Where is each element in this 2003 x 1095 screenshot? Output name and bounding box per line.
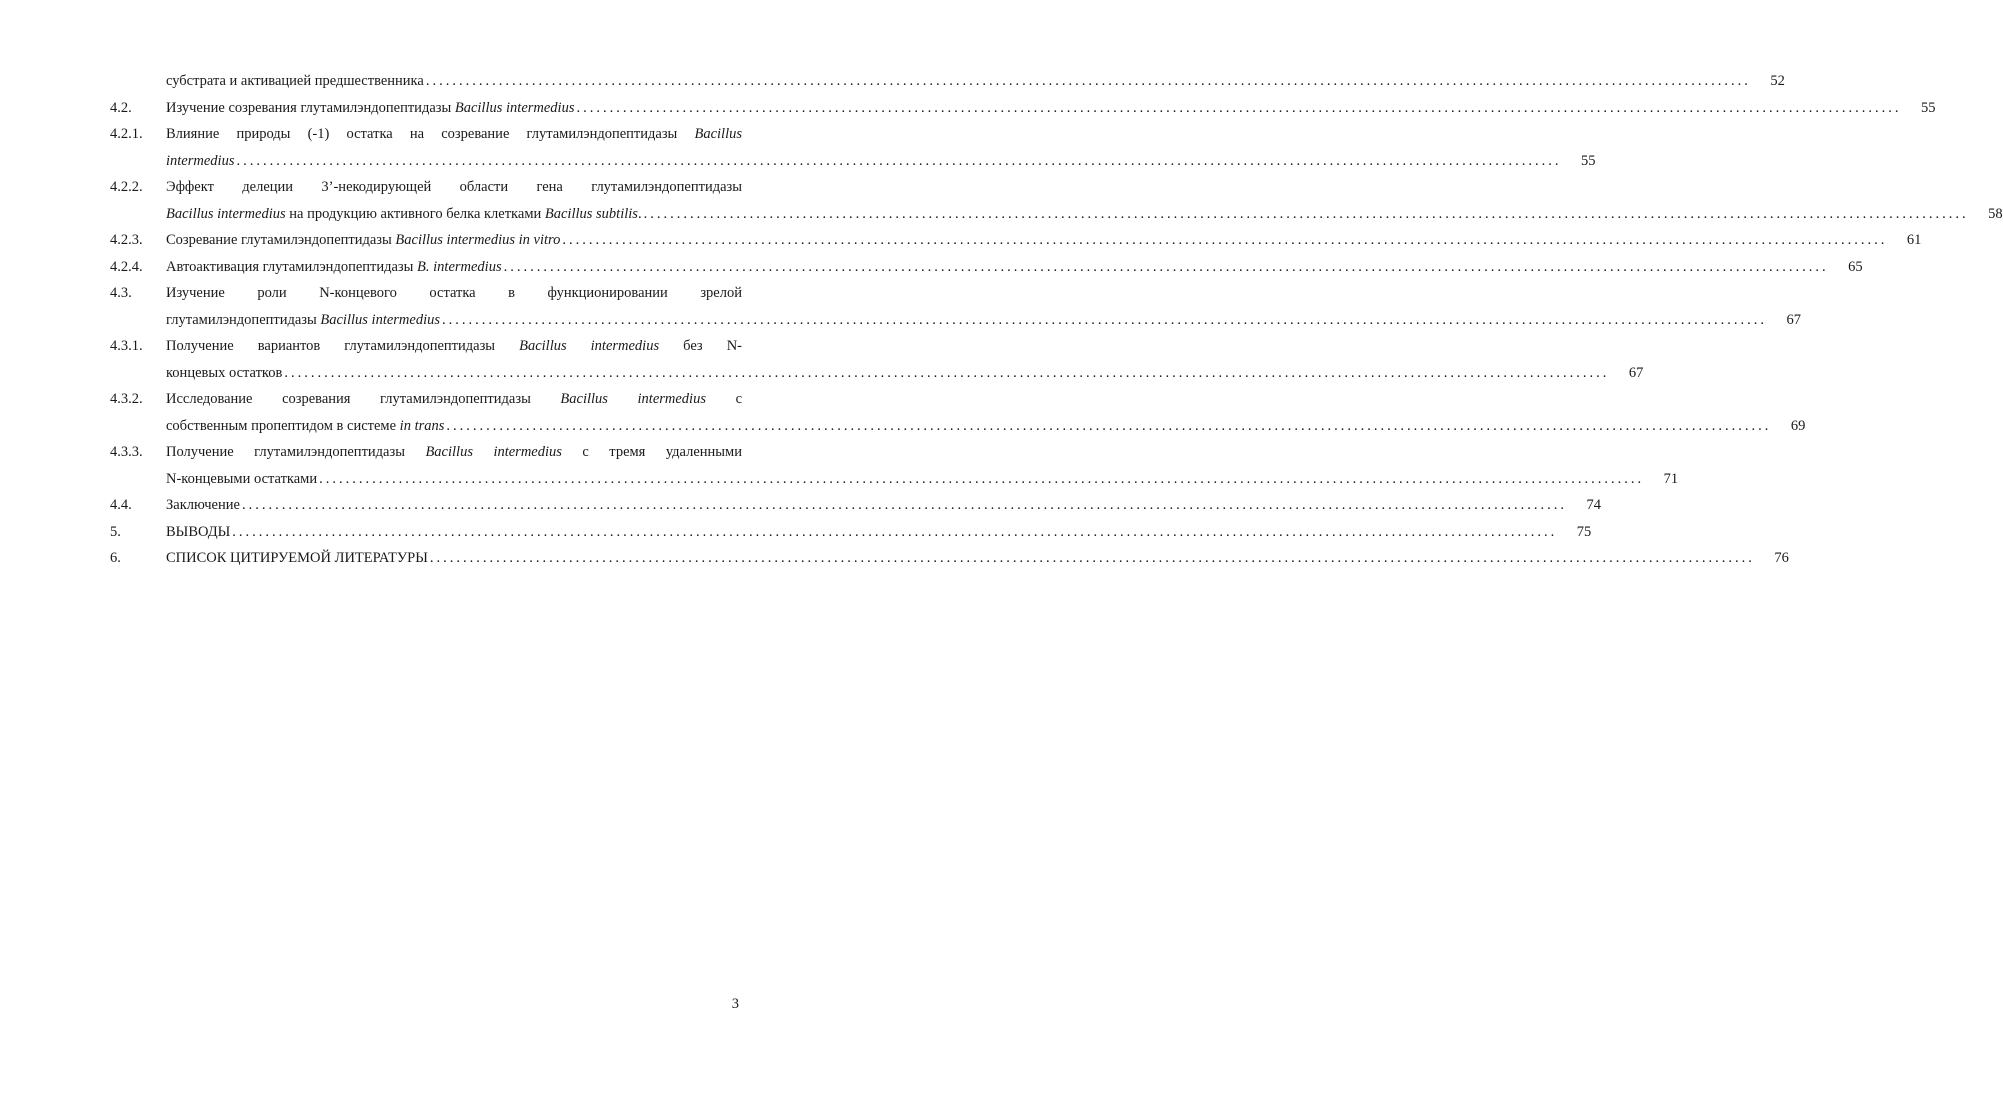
toc-entry-title: собственным пропептидом в системе in trans [166,417,445,434]
toc-entry [110,386,1806,439]
toc-entry-title: Изучение созревания глутамилэндопептидазы Bacillus intermedius [166,99,575,116]
toc-entry-page: 75 [1576,523,1592,540]
toc-entry-title: концевых остатков [166,364,283,381]
toc-entry [110,333,1644,386]
toc-entry-title: Получение вариантов глутамилэндопептидазы Bacillus intermedius без N- [166,338,742,354]
dot-leader: ........................................................................................................................................................................................................ [319,470,1645,487]
toc-entry-page: 61 [1906,232,1922,248]
table-of-contents [110,68,2003,572]
toc-entry-number: 4.2.2. [110,179,143,195]
toc-entry-title: Автоактивация глутамилэндопептидазы B. intermedius [166,258,502,275]
toc-entry-page: 74 [1586,497,1601,513]
toc-entry-title: Исследование созревания глутамилэндопептидазы Bacillus intermedius с [166,391,743,407]
toc-entry-number: 4.3.3. [110,444,143,460]
toc-entry-page: 58 [1988,205,2003,222]
dot-leader: ........................................................................................................................................................................................................ [643,205,1969,222]
dot-leader: ........................................................................................................................................................................................................ [562,232,1888,248]
toc-entry-number: 4.3.1. [110,338,143,354]
toc-entry [110,68,1785,95]
toc-entry-title: Bacillus intermedius на продукцию активного белка клетками Bacillus subtilis. [166,205,642,222]
toc-entry [110,227,1922,254]
toc-entry-page: 52 [1770,73,1785,89]
toc-entry-page: 76 [1774,550,1789,566]
toc-entry-title: ВЫВОДЫ [166,523,231,540]
dot-leader: ........................................................................................................................................................................................................ [232,523,1558,540]
toc-entry-number: 4.2. [110,99,132,116]
toc-entry-number: 4.2.1. [110,126,143,142]
page-number: 3 [731,996,739,1012]
dot-leader: ........................................................................................................................................................................................................ [241,497,1567,513]
toc-entry-page: 71 [1663,470,1679,487]
toc-entry [110,121,1596,174]
toc-entry [110,95,1936,122]
toc-entry-page: 69 [1790,417,1806,434]
toc-entry-title: глутамилэндопептидазы Bacillus intermedius [166,311,441,328]
toc-entry-page: 65 [1848,258,1863,275]
toc-entry-number: 4.2.3. [110,232,143,248]
toc-entry-title: Заключение [166,497,240,513]
dot-leader: ........................................................................................................................................................................................................ [429,550,1755,566]
dot-leader: ........................................................................................................................................................................................................ [236,152,1562,169]
toc-entry [110,174,2003,227]
dot-leader: ........................................................................................................................................................................................................ [442,311,1768,328]
toc-entry-title: Созревание глутамилэндопептидазы Bacillus intermedius in vitro [166,232,561,248]
toc-entry-title: субстрата и активацией предшественника [166,73,424,89]
dot-leader: ........................................................................................................................................................................................................ [446,417,1772,434]
toc-entry-title: СПИСОК ЦИТИРУЕМОЙ ЛИТЕРАТУРЫ [166,550,428,566]
dot-leader: ........................................................................................................................................................................................................ [425,73,1751,89]
toc-entry-title: Изучение роли N-концевого остатка в функционировании зрелой [166,285,742,301]
toc-entry-page: 55 [1920,99,1936,116]
toc-entry-number: 5. [110,523,121,540]
toc-entry-page: 67 [1628,364,1644,381]
toc-entry-page: 55 [1580,152,1596,169]
toc-entry [110,492,1601,519]
dot-leader: ........................................................................................................................................................................................................ [284,364,1610,381]
toc-entry-number: 6. [110,550,121,566]
toc-entry-title: intermedius [166,152,235,169]
dot-leader: ........................................................................................................................................................................................................ [503,258,1829,275]
toc-entry-number: 4.2.4. [110,258,143,275]
toc-entry-title: Влияние природы (-1) остатка на созревание глутамилэндопептидазы Bacillus [166,126,742,142]
toc-entry-title: N-концевыми остатками [166,470,318,487]
toc-entry-title: Эффект делеции 3’-некодирующей области гена глутамилэндопептидазы [166,179,742,195]
toc-entry-number: 4.3. [110,285,132,301]
toc-entry [110,439,1679,492]
toc-entry-number: 4.3.2. [110,391,143,407]
dot-leader: ........................................................................................................................................................................................................ [576,99,1902,116]
toc-entry [110,254,1863,281]
toc-entry [110,545,1789,572]
toc-entry-page: 67 [1786,311,1802,328]
toc-entry [110,280,1802,333]
toc-entry [110,519,1592,546]
toc-entry-title: Получение глутамилэндопептидазы Bacillus intermedius с тремя удаленными [166,444,742,460]
toc-entry-number: 4.4. [110,497,132,513]
